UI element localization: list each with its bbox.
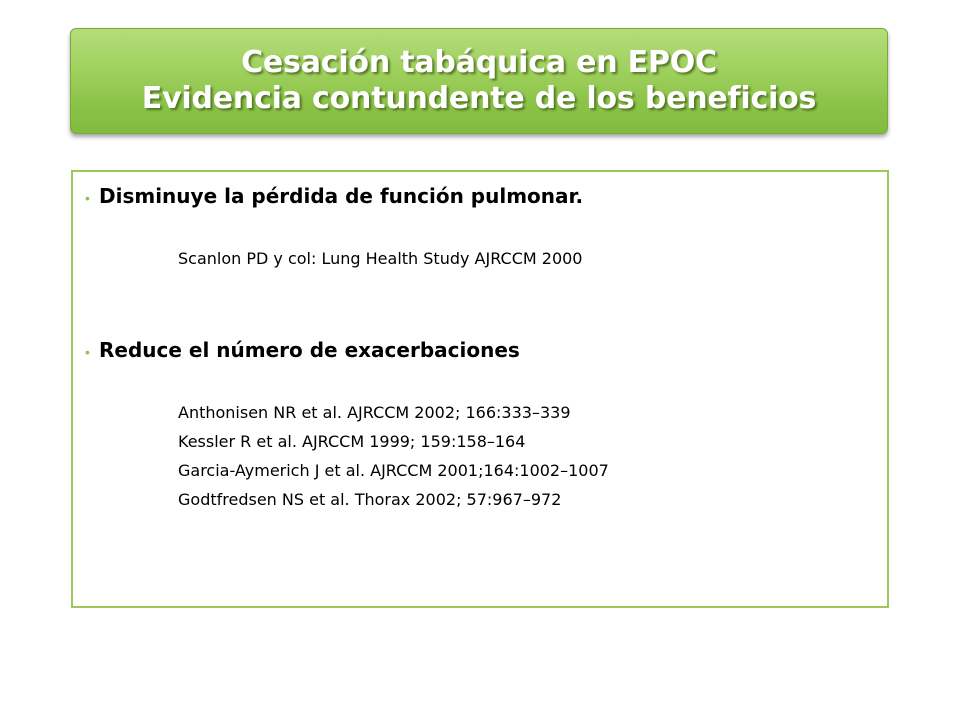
title-line-1: Cesación tabáquica en EPOC	[241, 45, 717, 80]
bullet-dot-icon: •	[85, 344, 90, 360]
reference-item: Godtfredsen NS et al. Thorax 2002; 57:967–972	[178, 490, 562, 509]
reference-item: Scanlon PD y col: Lung Health Study AJRCCM 2000	[178, 249, 583, 268]
bullet-item-exacerbations	[85, 338, 520, 362]
content-box	[71, 170, 889, 608]
bullet-text: Reduce el número de exacerbaciones	[99, 338, 520, 362]
bullet-text: Disminuye la pérdida de función pulmonar.	[99, 184, 584, 208]
reference-item: Anthonisen NR et al. AJRCCM 2002; 166:333–339	[178, 403, 571, 422]
bullet-item-lung-function	[85, 184, 583, 208]
bullet-dot-icon: •	[85, 190, 90, 206]
title-banner	[70, 28, 888, 134]
reference-list	[178, 244, 582, 273]
reference-list	[178, 398, 609, 514]
reference-item: Garcia-Aymerich J et al. AJRCCM 2001;164:1002–1007	[178, 461, 609, 480]
title-line-2: Evidencia contundente de los beneficios	[141, 81, 817, 116]
reference-item: Kessler R et al. AJRCCM 1999; 159:158–164	[178, 432, 526, 451]
